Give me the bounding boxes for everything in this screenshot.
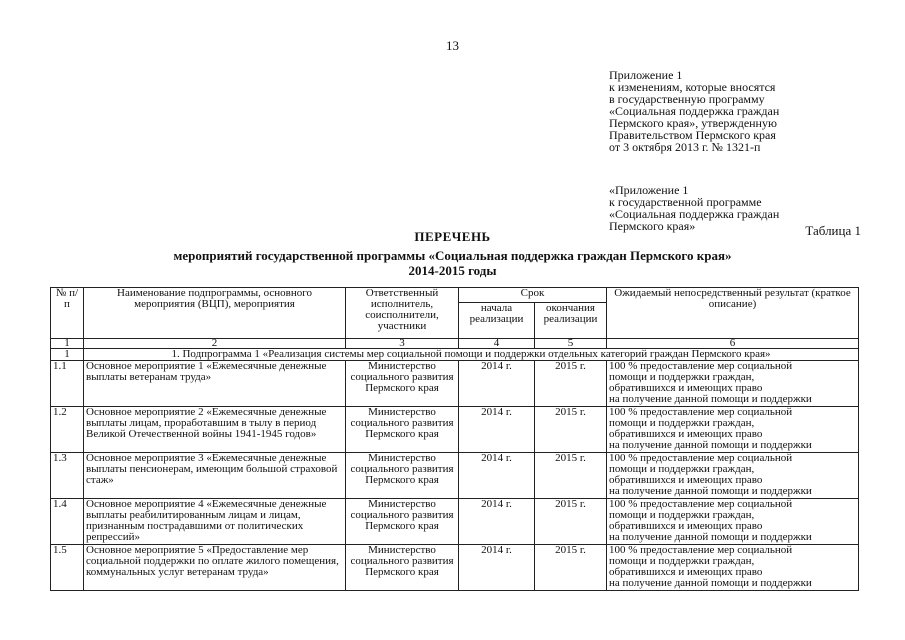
appendix-quote-line: «Социальная поддержка граждан	[609, 207, 780, 221]
header-term-start: начала реализации	[459, 303, 535, 339]
appendix-quote-line: Пермского края»	[609, 219, 696, 233]
row-result-line: обратившихся и имеющих право	[609, 382, 763, 394]
section-row	[51, 349, 859, 361]
row-num: 1.2	[51, 407, 84, 453]
row-num: 1.5	[51, 545, 84, 591]
row-name: Основное мероприятие 2 «Ежемесячные денежные выплаты лицам, проработавшим в тылу в период Великой Отечественной войны 1941-1945 годов»	[84, 407, 346, 453]
row-result-line: 100 % предоставление мер социальной	[609, 406, 793, 418]
document-subtitle: мероприятий государственной программы «Социальная поддержка граждан Пермского края»	[173, 248, 732, 263]
row-result-line: обратившихся и имеющих право	[609, 520, 763, 532]
row-responsible: Министерство социального развития Пермского края	[346, 453, 459, 499]
column-number: 6	[607, 339, 859, 349]
row-end: 2015 г.	[535, 545, 607, 591]
document-years: 2014-2015 годы	[408, 263, 497, 278]
page-number: 13	[446, 38, 459, 53]
row-name: Основное мероприятие 4 «Ежемесячные денежные выплаты реабилитированным лицам и лицам, признанным пострадавшими от политических репрессий»	[84, 499, 346, 545]
column-number: 2	[84, 339, 346, 349]
row-start: 2014 г.	[459, 499, 535, 545]
table-row	[51, 453, 859, 499]
row-result-line: на получение данной помощи и поддержки	[609, 485, 812, 497]
appendix-header-line: к изменениям, которые вносятся	[609, 80, 776, 94]
row-result	[607, 407, 859, 453]
row-result-line: обратившихся и имеющих право	[609, 428, 763, 440]
row-responsible: Министерство социального развития Пермского края	[346, 361, 459, 407]
appendix-header-line: Пермского края», утвержденную	[609, 116, 777, 130]
row-result-line: 100 % предоставление мер социальной	[609, 452, 793, 464]
section-title: 1. Подпрограмма 1 «Реализация системы мер социальной помощи и поддержки отдельных категорий граждан Пермского края»	[84, 349, 859, 361]
row-name: Основное мероприятие 5 «Предоставление мер социальной поддержки по оплате жилого помещения, коммунальных услуг ветеранам труда»	[84, 545, 346, 591]
appendix-header-line: Правительством Пермского края	[609, 128, 776, 142]
appendix-quote-line: к государственной программе	[609, 195, 762, 209]
column-number: 1	[51, 339, 84, 349]
row-result-line: помощи и поддержки граждан,	[609, 417, 755, 429]
row-result	[607, 453, 859, 499]
row-num: 1.3	[51, 453, 84, 499]
header-name: Наименование подпрограммы, основного мероприятия (ВЦП), мероприятия	[84, 288, 346, 339]
row-result-line: обратившихся и имеющих право	[609, 474, 763, 486]
table-row	[51, 407, 859, 453]
row-end: 2015 г.	[535, 407, 607, 453]
header-responsible: Ответственный исполнитель, соисполнители, участники	[346, 288, 459, 339]
row-responsible: Министерство социального развития Пермского края	[346, 545, 459, 591]
header-num: № п/п	[51, 288, 84, 339]
row-result-line: помощи и поддержки граждан,	[609, 371, 755, 383]
row-name: Основное мероприятие 1 «Ежемесячные денежные выплаты ветеранам труда»	[84, 361, 346, 407]
row-result	[607, 361, 859, 407]
row-result-line: помощи и поддержки граждан,	[609, 509, 755, 521]
row-result-line: помощи и поддержки граждан,	[609, 463, 755, 475]
row-result-line: помощи и поддержки граждан,	[609, 555, 755, 567]
row-result-line: 100 % предоставление мер социальной	[609, 498, 793, 510]
header-term: Срок	[459, 288, 607, 303]
row-name: Основное мероприятие 3 «Ежемесячные денежные выплаты пенсионерам, имеющим большой страховой стаж»	[84, 453, 346, 499]
row-result-line: на получение данной помощи и поддержки	[609, 393, 812, 405]
row-start: 2014 г.	[459, 407, 535, 453]
row-result-line: 100 % предоставление мер социальной	[609, 544, 793, 556]
table-row	[51, 361, 859, 407]
appendix-header-line: от 3 октября 2013 г. № 1321-п	[609, 140, 761, 154]
row-result-line: на получение данной помощи и поддержки	[609, 439, 812, 451]
appendix-quote-line: «Приложение 1	[609, 183, 689, 197]
row-result-line: на получение данной помощи и поддержки	[609, 577, 812, 589]
section-num: 1	[51, 349, 84, 361]
row-result	[607, 545, 859, 591]
row-num: 1.1	[51, 361, 84, 407]
appendix-header-line: «Социальная поддержка граждан	[609, 104, 780, 118]
row-end: 2015 г.	[535, 453, 607, 499]
column-number: 5	[535, 339, 607, 349]
row-result-line: обратившихся и имеющих право	[609, 566, 763, 578]
header-result: Ожидаемый непосредственный результат (краткое описание)	[607, 288, 859, 339]
document-title: ПЕРЕЧЕНЬ	[414, 229, 491, 244]
row-num: 1.4	[51, 499, 84, 545]
row-result	[607, 499, 859, 545]
row-start: 2014 г.	[459, 545, 535, 591]
column-number: 3	[346, 339, 459, 349]
row-start: 2014 г.	[459, 453, 535, 499]
appendix-header	[609, 69, 779, 153]
appendix-header-line: в государственную программу	[609, 92, 765, 106]
row-result-line: 100 % предоставление мер социальной	[609, 360, 793, 372]
measures-table	[50, 287, 859, 591]
header-term-end: окончания реализации	[535, 303, 607, 339]
row-end: 2015 г.	[535, 499, 607, 545]
row-end: 2015 г.	[535, 361, 607, 407]
table-row	[51, 545, 859, 591]
appendix-header-line: Приложение 1	[609, 68, 683, 82]
table-label: Таблица 1	[805, 223, 861, 238]
row-responsible: Министерство социального развития Пермского края	[346, 407, 459, 453]
column-number: 4	[459, 339, 535, 349]
row-result-line: на получение данной помощи и поддержки	[609, 531, 812, 543]
row-responsible: Министерство социального развития Пермского края	[346, 499, 459, 545]
table-row	[51, 499, 859, 545]
row-start: 2014 г.	[459, 361, 535, 407]
appendix-quote	[609, 184, 779, 232]
